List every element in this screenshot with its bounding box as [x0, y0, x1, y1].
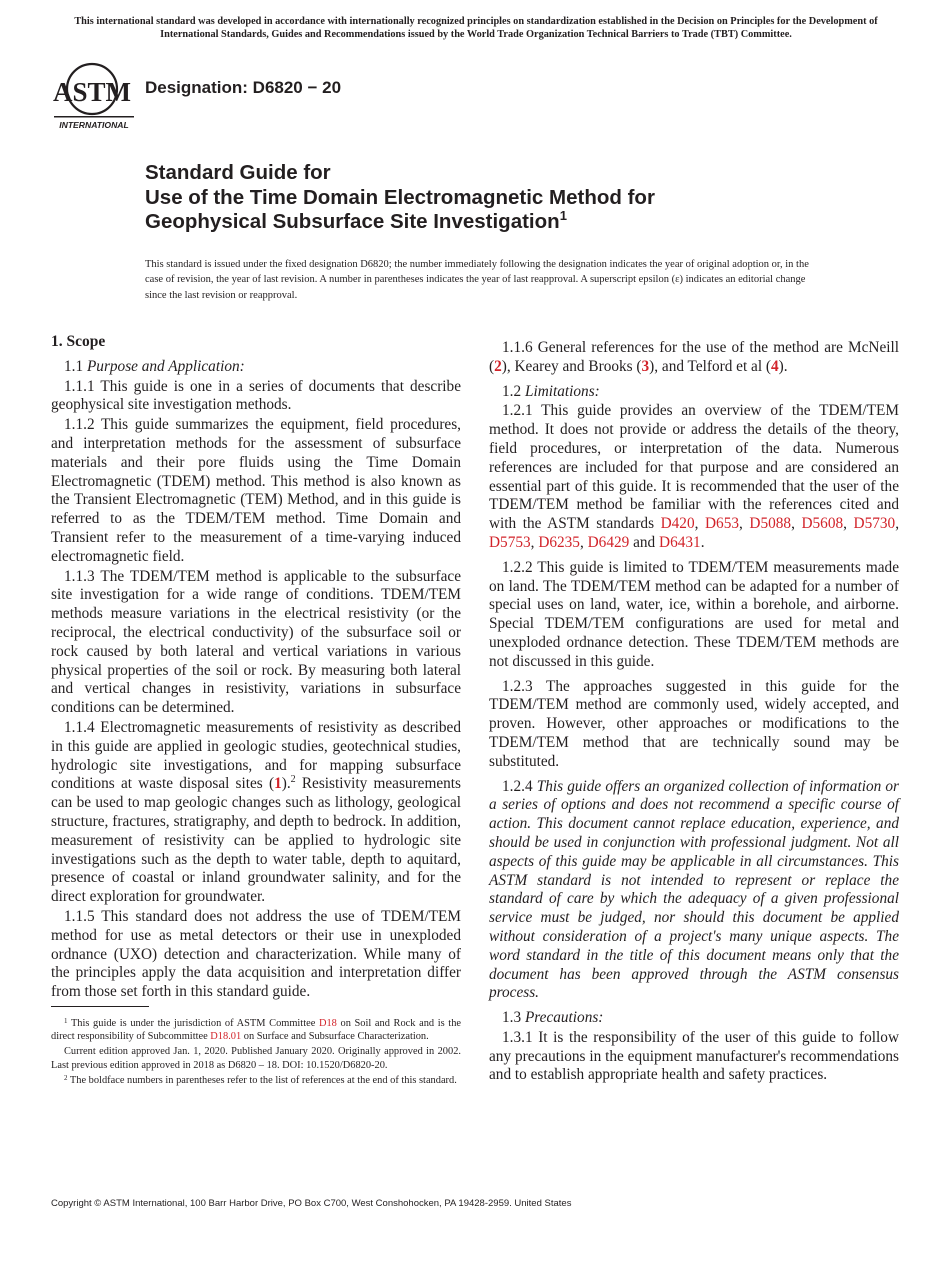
standard-list-separator: , — [739, 515, 750, 533]
astm-logo — [52, 60, 136, 132]
para-1-2-4-num: 1.2.4 — [502, 777, 537, 795]
logo-letters: ASTM — [52, 77, 132, 107]
issue-note: This standard is issued under the fixed designation D6820; the number immediately following the designation indicates the year of original adoption or, in the case of revision, the year of last revision. A number in parentheses indicates the year of last reapproval. A superscript epsilon (ε) indicates an editorial change since the last revision or reapproval. — [145, 259, 809, 301]
footnote-1-a: This guide is under the jurisdiction of ASTM Committee — [67, 1018, 319, 1029]
subsection-1-3 — [489, 1009, 899, 1028]
subsection-1-2 — [489, 383, 899, 402]
para-1-1-4-c: Resistivity measurements can be used to map geologic changes such as lithology, geological structure, fractures, stratigraphy, and depth to bedrock. In addition, measurement of resistivity can be applied to hydrologic site investigations such as the depth to water table, depth to aquitard, presence of coastal or inland groundwater salinity, and for the direct exploration for groundwater. — [51, 775, 461, 906]
para-1-2-1-a: 1.2.1 This guide provides an overview of the TDEM/TEM method. It does not provide or address the details of the theory, field procedures, or interpretation of the data. Numerous references are included for that purpose and are considered an essential part of this guide. It is recommended that the user of the TDEM/TEM method be familiar with the references cited and with the ASTM standards — [489, 402, 899, 533]
copyright-notice: Copyright © ASTM International, 100 Barr Harbor Drive, PO Box C700, West Conshohocken, PA 19428-2959. United States — [51, 1198, 572, 1209]
standard-list-separator: , — [694, 515, 705, 533]
standard-list-separator: , — [791, 515, 802, 533]
title-footnote-mark: 1 — [559, 208, 567, 223]
footnote-mark-2: 2 — [290, 774, 296, 786]
reference-link-4[interactable]: 4 — [771, 357, 779, 375]
standard-list-separator: , — [579, 533, 588, 551]
para-1-1-6-a: 1.1.6 General references for the use of the method are McNeill ( — [489, 339, 899, 375]
para-1-2-1-and: and — [629, 533, 660, 551]
para-1-2-1 — [489, 402, 899, 552]
subsection-1-1-num: 1.1 — [64, 357, 84, 375]
reference-link-3[interactable]: 3 — [641, 357, 650, 375]
subsection-1-2-title: Limitations: — [524, 382, 600, 400]
title-line-3 — [145, 210, 905, 235]
designation: Designation: D6820 − 20 — [145, 78, 342, 97]
logo-wordmark: INTERNATIONAL — [59, 120, 129, 130]
footnote-2 — [51, 1074, 461, 1087]
para-1-2-1-end: . — [700, 533, 705, 551]
standard-link-d5608[interactable]: D5608 — [801, 515, 844, 533]
footnote-divider — [51, 1006, 149, 1007]
para-1-3-1: 1.3.1 It is the responsibility of the user of this guide to follow any precautions in the equipment manufacturer's recommendations and to establish appropriate health and safety practices. — [489, 1028, 899, 1084]
section-1-heading: 1. Scope — [51, 333, 106, 350]
footnote-1-mark: 1 — [64, 1017, 68, 1025]
right-column — [489, 333, 899, 1086]
para-1-2-3: 1.2.3 The approaches suggested in this guide for the TDEM/TEM method are commonly used, widely accepted, and proven. However, other approaches or modifications to the TDEM/TEM method that are technically sound may be substituted. — [489, 677, 899, 770]
footnote-1-c: on Surface and Subsurface Characterization. — [241, 1031, 429, 1043]
subsection-1-3-title: Precautions: — [524, 1009, 604, 1027]
para-1-1-4 — [51, 719, 461, 907]
subsection-1-1 — [51, 358, 461, 377]
para-1-1-2: 1.1.2 This guide summarizes the equipment, field procedures, and interpretation methods for the assessment of subsurface materials and their pore fluids using the Time Domain Electromagnetic (TDEM) method. This method is also known as the Transient Electromagnetic (TEM) Method, and in this guide is referred to as the TDEM/TEM method. Time Domain and Transient refer to the measurement of a time-varying induced electromagnetic field. — [51, 416, 461, 565]
standard-list-separator: , — [530, 533, 539, 551]
para-1-2-4-text: This guide offers an organized collection of information or a series of options and does not recommend a specific course of action. This document cannot replace education, experience, and should be used in conjunction with professional judgment. Not all aspects of this guide may be applicable in all circumstances. This ASTM standard is not intended to represent or replace the standard of care by which the adequacy of a given professional service must be judged, nor should this document be applied without consideration of a project's many unique aspects. The word standard in the title of this document means only that the document has been approved through the ASTM consensus process. — [489, 777, 899, 1002]
title-line-3-text: Geophysical Subsurface Site Investigation — [145, 210, 560, 233]
para-1-1-6-d: ). — [778, 357, 788, 375]
footnote-2-mark: 2 — [64, 1073, 68, 1082]
standard-link-d653[interactable]: D653 — [705, 515, 739, 533]
para-1-1-4-a: 1.1.4 Electromagnetic measurements of resistivity as described in this guide are applied in geologic studies, geotechnical studies, hydrologic site investigations, and for mapping subsurface conditions at waste disposal sites ( — [51, 718, 461, 793]
para-1-2-4 — [489, 778, 899, 1004]
reference-link-2[interactable]: 2 — [494, 357, 502, 375]
standard-link-d5730[interactable]: D5730 — [853, 515, 896, 533]
committee-d18-link[interactable]: D18 — [318, 1018, 337, 1029]
standard-link-d6431[interactable]: D6431 — [659, 533, 701, 551]
standard-list-separator: , — [895, 515, 900, 533]
tbt-notice: This international standard was developed in accordance with internationally recognized principles on standardization established in the Decision on Principles for the Development of International Standards, Guides and Recommendations issued by the World Trade Organization Technical Barriers to Trade (TBT) Committee. — [74, 16, 878, 40]
para-1-1-1: 1.1.1 This guide is one in a series of documents that describe geophysical site investigation methods. — [51, 377, 461, 414]
footnote-1-b: on Soil and Rock and is the direct responsibility of Subcommittee — [51, 1018, 461, 1043]
standard-link-d5088[interactable]: D5088 — [749, 515, 792, 533]
standard-link-d6429[interactable]: D6429 — [587, 533, 630, 551]
left-column — [51, 333, 461, 1003]
standard-link-d5753[interactable]: D5753 — [489, 533, 531, 551]
footnote-2-text: The boldface numbers in parentheses refer to the list of references at the end of this standard. — [67, 1074, 457, 1086]
subsection-1-1-title: Purpose and Application: — [86, 357, 245, 375]
reference-link-1[interactable]: 1 — [274, 775, 282, 793]
para-1-1-4-b: ). — [281, 775, 291, 793]
document-title — [145, 161, 905, 235]
para-1-2-2: 1.2.2 This guide is limited to TDEM/TEM measurements made on land. The TDEM/TEM method can be adapted for a number of special uses on land, water, ice, within a borehole, and airborne. Special TDEM/TEM configurations are used for metal and unexploded ordnance detection. These TDEM/TEM methods are not discussed in this guide. — [489, 558, 899, 670]
standard-list-separator: , — [843, 515, 854, 533]
para-1-1-6-c: ), and Telford et al ( — [649, 357, 771, 375]
subcommittee-d18-01-link[interactable]: D18.01 — [210, 1031, 242, 1043]
footnotes — [51, 1017, 461, 1089]
para-1-1-5: 1.1.5 This standard does not address the use of TDEM/TEM method for use as metal detectors or their use in unexploded ordnance (UXO) detection and characterization. While many of the principles apply the data acquisition and interpretation differ from those set forth in this standard guide. — [51, 907, 461, 1001]
title-line-1: Standard Guide for — [145, 161, 331, 184]
footnote-edition: Current edition approved Jan. 1, 2020. Published January 2020. Originally approved in 2002. Last previous edition approved in 2018 as D6820 – 18. DOI: 10.1520/D6820-20. — [51, 1046, 461, 1071]
standard-link-d420[interactable]: D420 — [660, 515, 695, 533]
subsection-1-2-num: 1.2 — [502, 382, 522, 400]
para-1-1-6 — [489, 339, 899, 377]
footnote-1 — [51, 1017, 461, 1043]
para-1-1-6-b: ), Kearey and Brooks ( — [501, 357, 642, 375]
para-1-1-3: 1.1.3 The TDEM/TEM method is applicable to the subsurface site investigation for a wide range of conditions. TDEM/TEM methods measure variations in the electrical resistivity (or the reciprocal, the electrical conductivity) of the subsurface soil or rock caused by both lateral and vertical variations in various physical properties of the soil or rock. By measuring both lateral and vertical changes in resistivity, variations in subsurface conditions can be determined. — [51, 567, 461, 717]
title-line-2: Use of the Time Domain Electromagnetic Method for — [145, 185, 655, 209]
standard-link-d6235[interactable]: D6235 — [538, 533, 580, 551]
subsection-1-3-num: 1.3 — [502, 1009, 522, 1027]
